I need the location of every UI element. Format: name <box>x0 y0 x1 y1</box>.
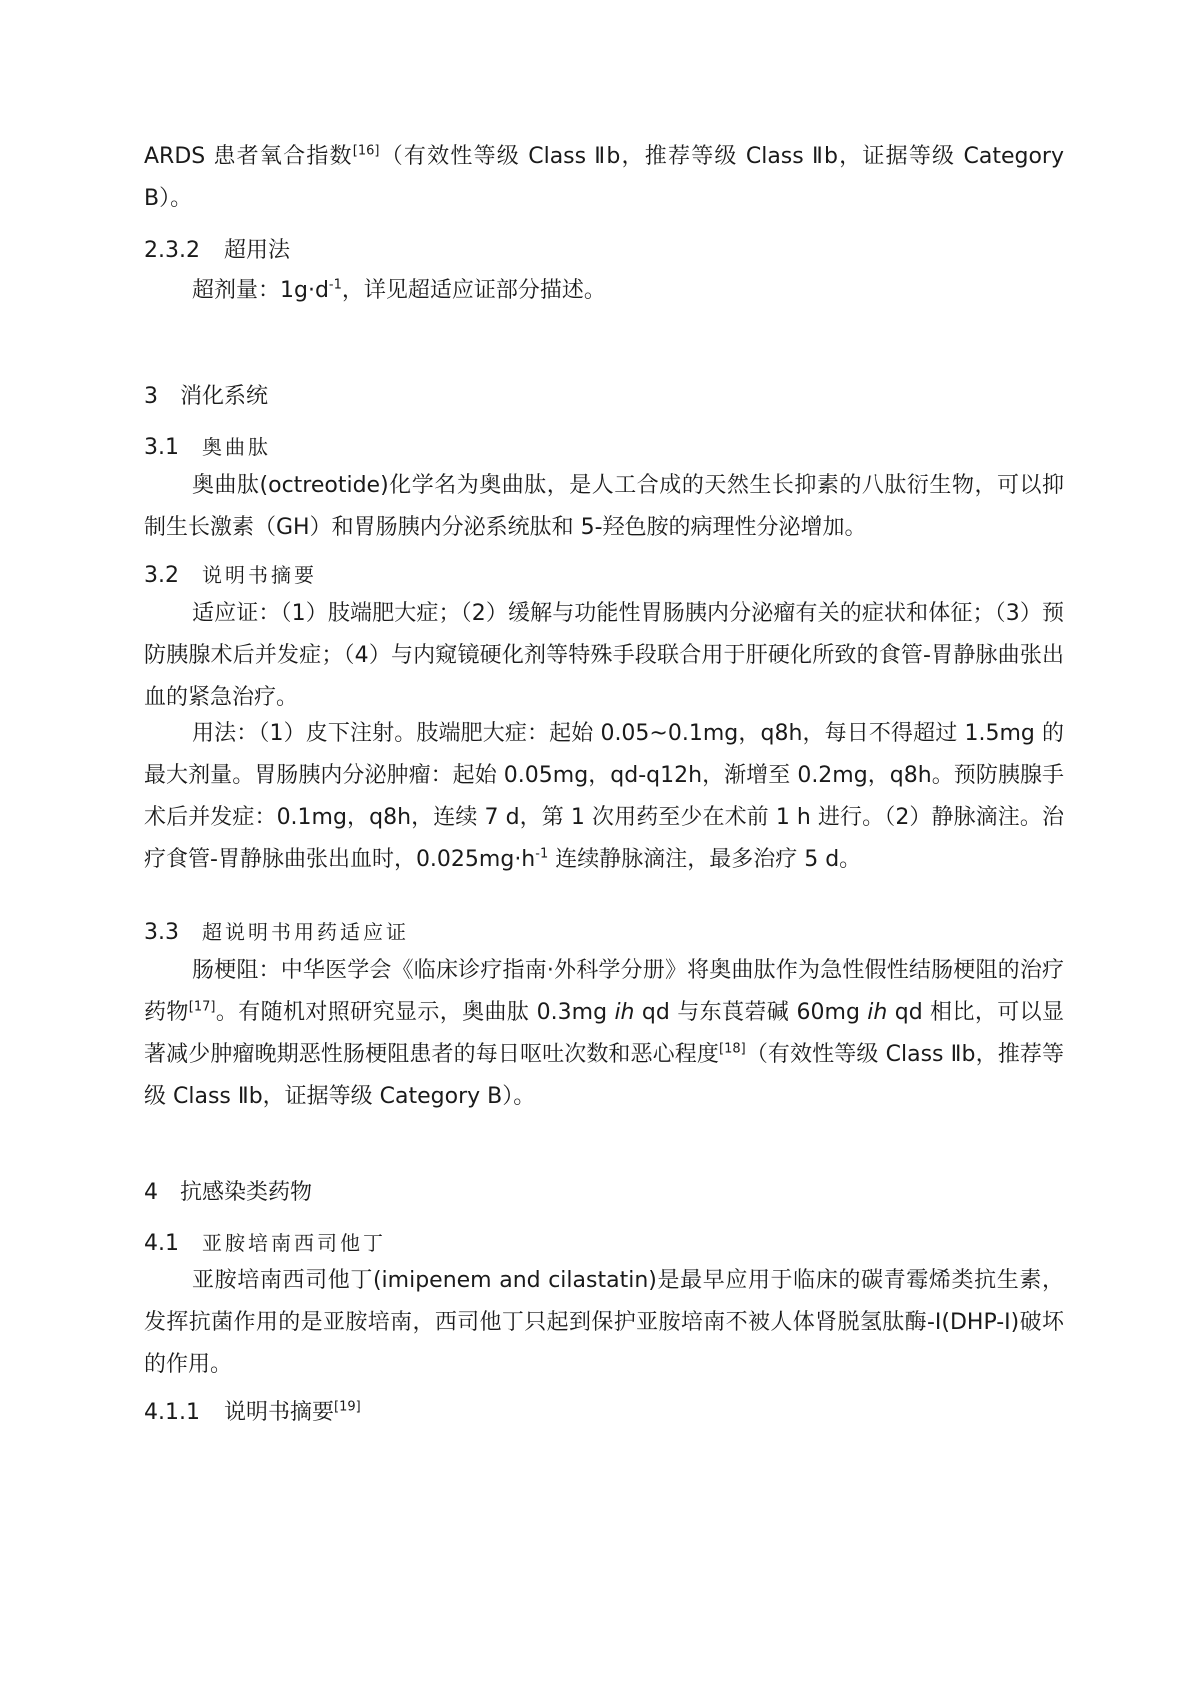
section-title: 消化系统 <box>180 384 269 409</box>
section-number: 3.1 <box>144 435 179 460</box>
section-number: 2.3.2 <box>144 238 200 263</box>
paragraph-dose <box>144 270 1064 312</box>
paragraph-text: 亚胺培南西司他丁(imipenem and cilastatin)是最早应用于临床的碳青霉烯类抗生素，发挥抗菌作用的是亚胺培南，西司他丁只起到保护亚胺培南不被人体肾脱氢肽酶-I(DHP-I)破坏的作用。 <box>144 1268 1064 1377</box>
paragraph-text: 奥曲肽(octreotide)化学名为奥曲肽，是人工合成的天然生长抑素的八肽衍生物，可以抑制生长激素（GH）和胃肠胰内分泌系统肽和 5-羟色胺的病理性分泌增加。 <box>144 473 1064 540</box>
heading-4-1-1 <box>144 1398 1064 1428</box>
paragraph-text: （有效性等级 Class Ⅱb，推荐等级 Class Ⅱb，证据等级 Category B）。 <box>144 144 1064 211</box>
paragraph-text: 连续静脉滴注，最多治疗 5 d。 <box>548 847 862 872</box>
section-number: 4 <box>144 1180 158 1205</box>
paragraph-octreotide-intro <box>144 465 1064 549</box>
section-number: 4.1 <box>144 1231 179 1256</box>
citation-ref: [17] <box>188 999 216 1015</box>
paragraph-text: 。有随机对照研究显示，奥曲肽 0.3mg <box>215 1000 615 1025</box>
citation-ref: [18] <box>719 1041 746 1057</box>
paragraph-off-label <box>144 950 1064 1118</box>
section-title: 超说明书用药适应证 <box>202 920 409 944</box>
heading-4-1 <box>144 1228 1064 1259</box>
paragraph-text: ，详见超适应证部分描述。 <box>341 278 606 303</box>
paragraph-text: 超剂量：1g·d <box>192 278 329 303</box>
paragraph-usage <box>144 713 1064 881</box>
section-number: 3.3 <box>144 920 179 945</box>
section-number: 3 <box>144 384 158 409</box>
section-number: 4.1.1 <box>144 1400 200 1425</box>
superscript: -1 <box>328 277 342 293</box>
paragraph-text: 用法：（1）皮下注射。肢端肥大症：起始 0.05~0.1mg，q8h，每日不得超过 1.5mg 的最大剂量。胃肠胰内分泌肿瘤：起始 0.05mg，qd-q12h，渐增至 0.2mg，q8h。预防胰腺手术后并发症：0.1mg，q8h，连续 7 d，第 1 次用药至少在术前 1 h 进行。（2）静脉滴注。治疗食管-胃静脉曲张出血时，0.025mg·h <box>144 721 1064 872</box>
paragraph-text: 适应证：（1）肢端肥大症；（2）缓解与功能性胃肠胰内分泌瘤有关的症状和体征；（3）预防胰腺术后并发症；（4）与内窥镜硬化剂等特殊手段联合用于肝硬化所致的食管-胃静脉曲张出血的紧急治疗。 <box>144 601 1064 710</box>
paragraph-indications <box>144 593 1064 719</box>
route-abbrev: ih <box>614 1000 635 1025</box>
citation-ref: [16] <box>352 143 380 159</box>
heading-3-3 <box>144 917 1064 948</box>
citation-ref: [19] <box>334 1399 361 1415</box>
paragraph-text: 肠梗阻：中华医学会《临床诊疗指南·外科学分册》将奥曲肽作为急性假性结肠梗阻的治疗药物 <box>144 958 1064 1025</box>
heading-2-3-2 <box>144 236 1064 266</box>
paragraph-ards <box>144 136 1064 220</box>
section-title: 亚胺培南西司他丁 <box>202 1231 386 1255</box>
heading-3-1 <box>144 432 1064 463</box>
section-title: 抗感染类药物 <box>180 1180 313 1205</box>
section-title: 超用法 <box>224 238 291 263</box>
paragraph-imipenem-intro <box>144 1260 1064 1386</box>
section-title: 奥曲肽 <box>202 435 271 459</box>
heading-4 <box>144 1178 1064 1208</box>
section-number: 3.2 <box>144 563 179 588</box>
paragraph-text: qd 与东莨菪碱 60mg <box>634 1000 868 1025</box>
superscript: -1 <box>535 846 549 862</box>
route-abbrev: ih <box>867 1000 888 1025</box>
paragraph-text: （有效性等级 Class Ⅱb，推荐等级 Class Ⅱb，证据等级 Category B）。 <box>144 1042 1064 1109</box>
section-title: 说明书摘要 <box>224 1400 335 1425</box>
section-title: 说明书摘要 <box>202 563 317 587</box>
paragraph-text: qd 相比，可以显著减少肿瘤晚期恶性肠梗阻患者的每日呕吐次数和恶心程度 <box>144 1000 1064 1067</box>
heading-3-2 <box>144 560 1064 591</box>
heading-3 <box>144 382 1064 412</box>
paragraph-text: ARDS 患者氧合指数 <box>144 144 353 169</box>
